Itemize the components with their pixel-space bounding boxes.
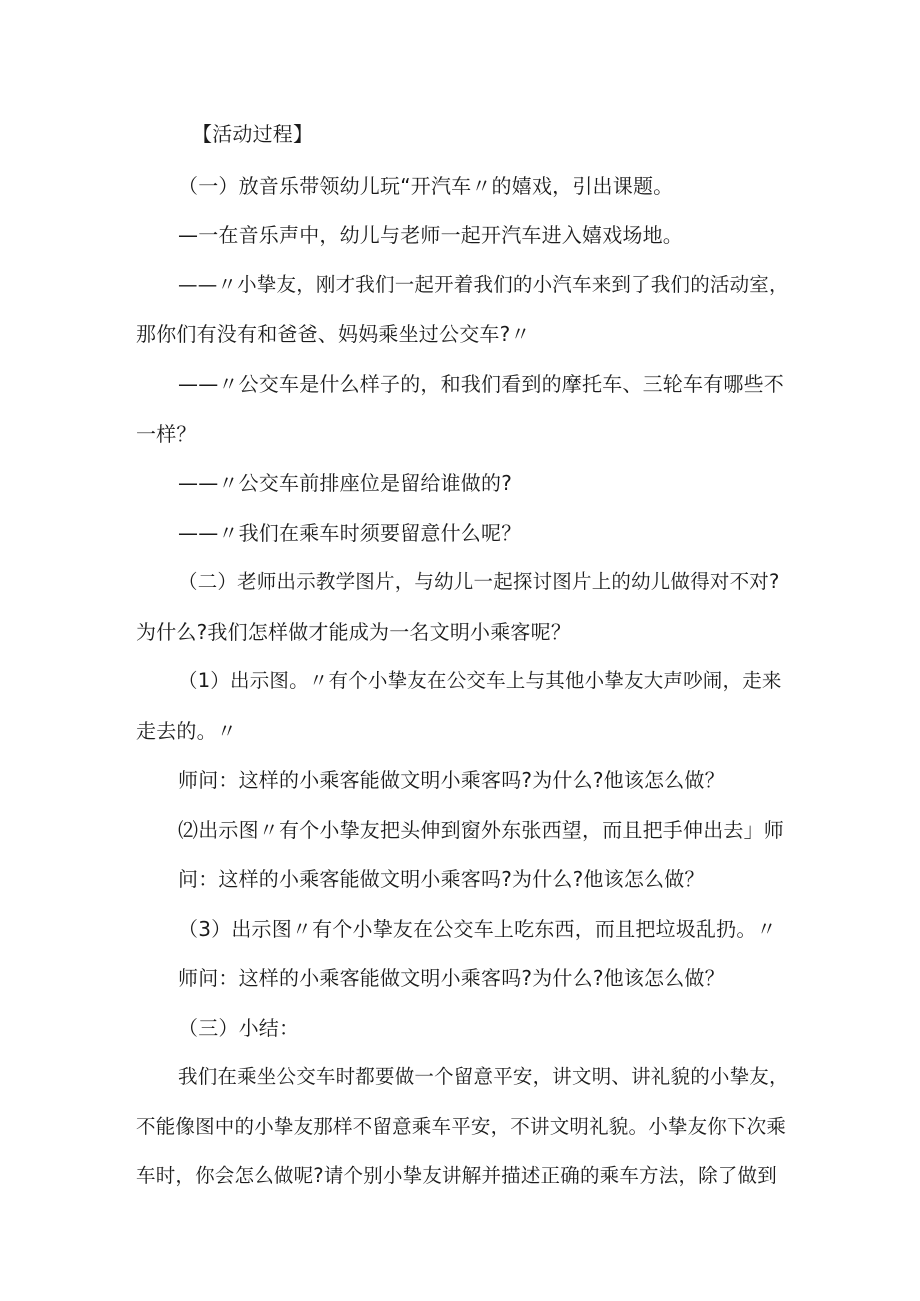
- section-heading: （三）小结：: [178, 1016, 300, 1040]
- paragraph-line: 为什么?我们怎样做才能成为一名文明小乘客呢？: [136, 620, 572, 644]
- paragraph-line: 车时，你会怎么做呢?请个别小挚友讲解并描述正确的乘车方法，除了做到: [136, 1164, 777, 1187]
- paragraph-line: ——〃公交车前排座位是留给谁做的?: [178, 471, 513, 495]
- paragraph-line: 师问：这样的小乘客能做文明小乘客吗?为什么?他该怎么做？: [178, 966, 725, 990]
- paragraph-line: （1）出示图。〃有个小挚友在公交车上与其他小挚友大声吵闹，走来: [178, 669, 782, 692]
- paragraph-line: （一）放音乐带领幼儿玩“开汽车〃的嬉戏，引出课题。: [178, 174, 674, 198]
- paragraph-line: ⑵出示图〃有个小挚友把头伸到窗外东张西望，而且把手伸出去」师: [178, 818, 784, 842]
- paragraph-line: 师问：这样的小乘客能做文明小乘客吗?为什么?他该怎么做？: [178, 768, 725, 792]
- paragraph-line: ——〃我们在乘车时须要留意什么呢？: [178, 521, 522, 545]
- paragraph-line: —一在音乐声中，幼儿与老师一起开汽车进入嬉戏场地。: [178, 223, 683, 247]
- section-heading: 【活动过程】: [192, 122, 314, 146]
- paragraph-line: 我们在乘坐公交车时都要做一个留意平安，讲文明、讲礼貌的小挚友，: [178, 1065, 789, 1088]
- paragraph-line: （3）出示图〃有个小挚友在公交车上吃东西，而且把垃圾乱扔。〃: [178, 917, 777, 941]
- paragraph-line: 不能像图中的小挚友那样不留意乘车平安，不讲文明礼貌。小挚友你下次乘: [136, 1115, 787, 1138]
- paragraph-line: 那你们有没有和爸爸、妈妈乘坐过公交车?〃: [136, 322, 531, 346]
- paragraph-line: ——〃公交车是什么样子的，和我们看到的摩托车、三轮车有哪些不: [178, 372, 784, 396]
- paragraph-line: 走去的。〃: [136, 719, 237, 743]
- paragraph-line: 一样？: [136, 422, 197, 446]
- paragraph-line: 问：这样的小乘客能做文明小乘客吗?为什么?他该怎么做？: [178, 867, 705, 891]
- paragraph-line: （二）老师出示教学图片，与幼儿一起探讨图片上的幼儿做得对不对?: [178, 570, 780, 593]
- paragraph-line: ——〃小挚友，刚才我们一起开着我们的小汽车来到了我们的活动室，: [178, 273, 789, 296]
